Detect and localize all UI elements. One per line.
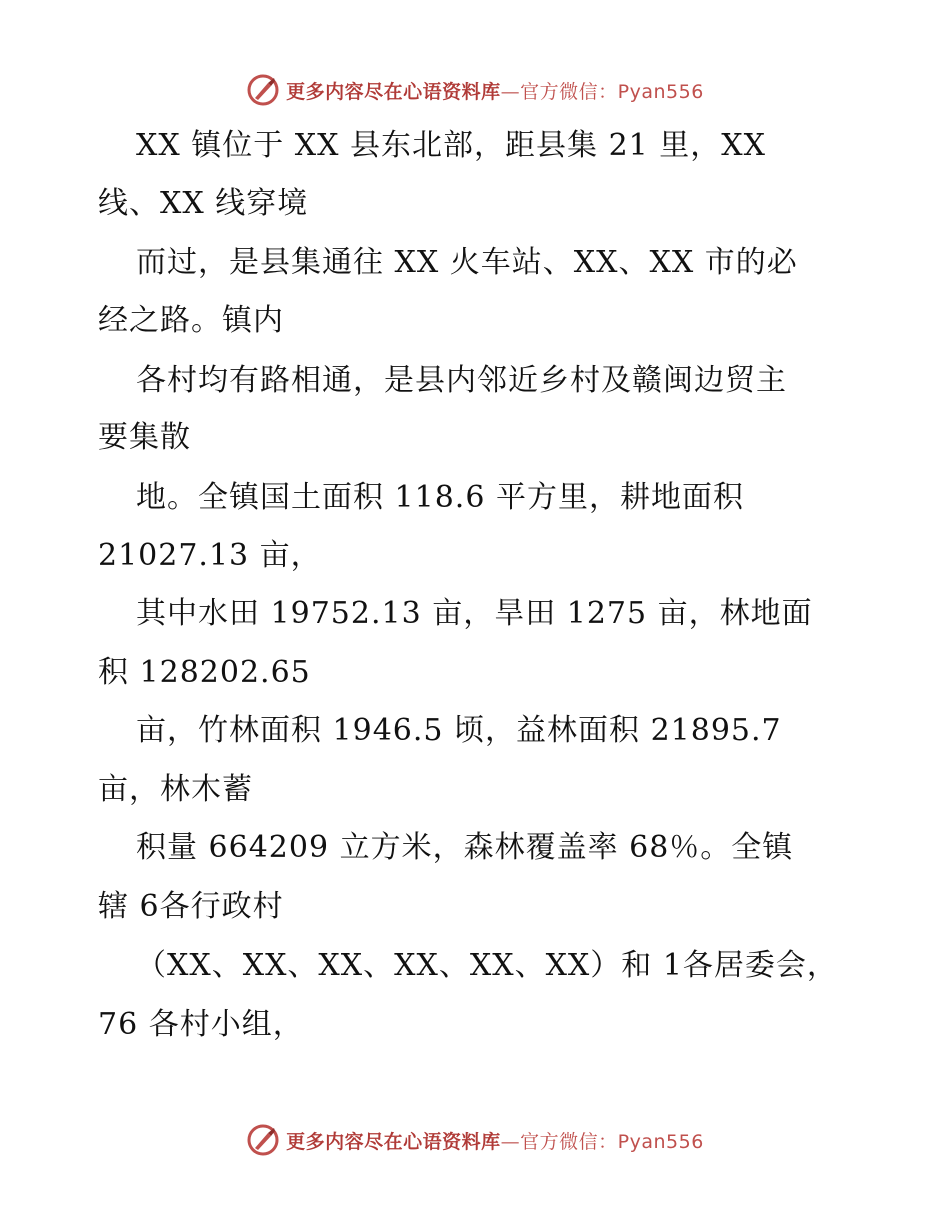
paragraph-line: 亩，竹林面积 1946.5 顷，益林面积 21895.7 <box>136 713 782 748</box>
paragraph-line: 要集散 <box>98 420 191 455</box>
paragraph-line: XX 镇位于 XX 县东北部，距县集 21 里，XX <box>136 128 766 163</box>
paragraph-line: 地。全镇国土面积 118.6 平方里，耕地面积 <box>136 480 744 515</box>
paragraph-line: 76 各村小组， <box>98 1007 304 1042</box>
paragraph-line: 亩，林木蓄 <box>98 772 253 807</box>
paragraph-line: 而过，是县集通往 XX 火车站、XX、XX 市的必 <box>136 245 798 280</box>
header-banner-dash: — <box>500 80 521 103</box>
footer-banner-text <box>286 1127 704 1154</box>
paragraph-line: 积 128202.65 <box>98 655 311 690</box>
footer-banner-lead: 更多内容尽在心语资料库 <box>286 1130 501 1153</box>
paragraph-line: （XX、XX、XX、XX、XX、XX）和 1各居委会， <box>136 948 838 983</box>
paragraph-line: 21027.13 亩， <box>98 538 322 573</box>
footer-banner-wechat: 官方微信：Pyan556 <box>520 1130 704 1153</box>
paragraph-line: 线、XX 线穿境 <box>98 186 309 221</box>
quill-logo-icon <box>246 1123 280 1157</box>
header-banner-wechat: 官方微信：Pyan556 <box>520 80 704 103</box>
footer-banner-dash: — <box>500 1130 521 1153</box>
paragraph-line: 经之路。镇内 <box>98 303 284 338</box>
paragraph-line: 辖 6各行政村 <box>98 889 284 924</box>
paragraph-line: 积量 664209 立方米，森林覆盖率 68％。全镇 <box>136 830 794 865</box>
header-banner-lead: 更多内容尽在心语资料库 <box>286 80 501 103</box>
paragraph-line: 其中水田 19752.13 亩，旱田 1275 亩，林地面 <box>136 596 813 631</box>
paragraph-line: 各村均有路相通，是县内邻近乡村及赣闽边贸主 <box>136 363 787 398</box>
footer-banner <box>0 1120 950 1160</box>
